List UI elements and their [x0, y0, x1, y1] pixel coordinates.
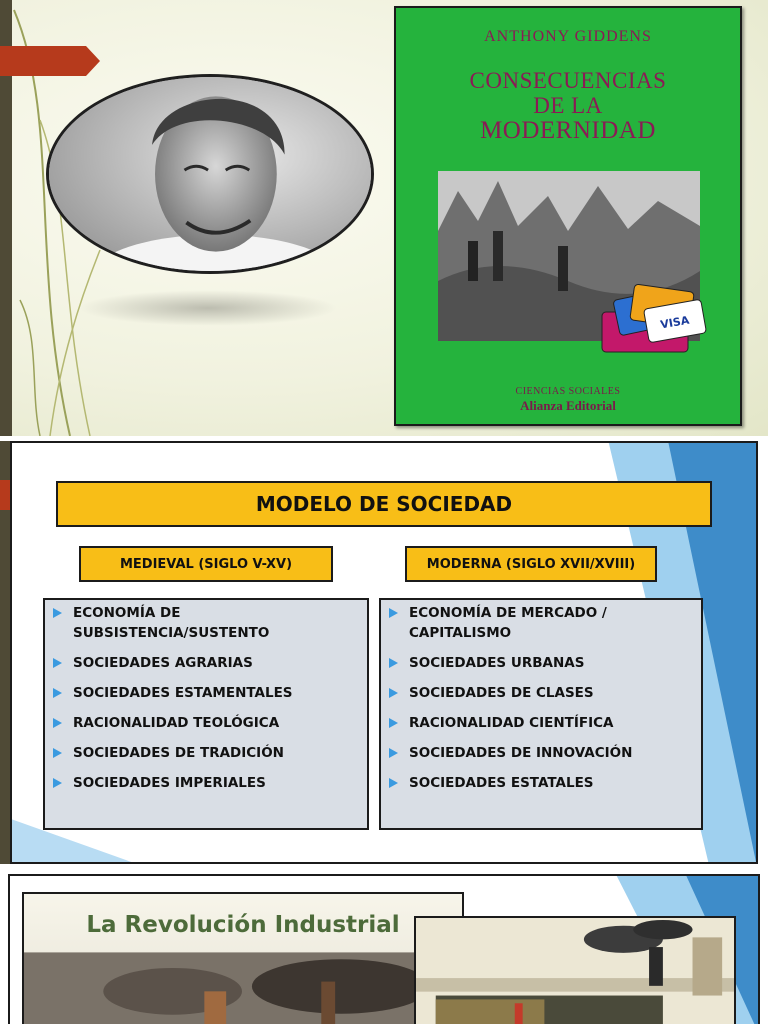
locomotive-image-panel [414, 916, 736, 1024]
bullet-icon [389, 748, 398, 758]
card-label: VISA [659, 313, 691, 332]
bullet-icon [389, 718, 398, 728]
list-item-text: SOCIEDADES DE CLASES [409, 685, 594, 701]
list-item-text: SOCIEDADES DE TRADICIÓN [73, 745, 284, 761]
author-portrait [46, 74, 374, 274]
section-title: MODELO DE SOCIEDAD [56, 481, 712, 527]
list-item [51, 603, 361, 643]
slide-title: La Revolución Industrial [86, 912, 400, 938]
list-item [387, 683, 695, 703]
list-item-text: ECONOMÍA DE MERCADO / CAPITALISMO [409, 605, 607, 641]
slide-industrial-revolution [8, 874, 760, 1024]
list-item [51, 773, 361, 793]
list-item-text: ECONOMÍA DE SUBSISTENCIA/SUSTENTO [73, 605, 270, 641]
factory-image-panel [22, 892, 464, 1024]
list-item-text: RACIONALIDAD CIENTÍFICA [409, 715, 614, 731]
book-title [396, 68, 740, 143]
book-title-line: DE LA [533, 93, 603, 118]
bullet-icon [53, 658, 62, 668]
accent-arrow-shape [0, 46, 100, 76]
list-item [51, 743, 361, 763]
list-item-text: RACIONALIDAD TEOLÓGICA [73, 715, 280, 731]
bullet-icon [389, 688, 398, 698]
book-title-line: MODERNIDAD [480, 117, 656, 144]
medieval-list [43, 598, 369, 830]
list-item [387, 773, 695, 793]
modern-heading: MODERNA (SIGLO XVII/XVIII) [405, 546, 657, 582]
book-title-line: CONSECUENCIAS [469, 68, 667, 93]
list-item [51, 713, 361, 733]
list-item [51, 683, 361, 703]
list-item [387, 743, 695, 763]
credit-cards-image [596, 282, 708, 358]
list-item-text: SOCIEDADES IMPERIALES [73, 775, 266, 791]
bullet-icon [53, 688, 62, 698]
modern-list [379, 598, 703, 830]
list-item-text: SOCIEDADES ESTATALES [409, 775, 594, 791]
slide-author-book [0, 0, 768, 436]
list-item [387, 653, 695, 673]
list-item-text: SOCIEDADES DE INNOVACIÓN [409, 745, 633, 761]
list-item [387, 603, 695, 643]
book-publisher: Alianza Editorial [520, 398, 616, 413]
book-author: ANTHONY GIDDENS [484, 28, 652, 45]
list-item-text: SOCIEDADES URBANAS [409, 655, 585, 671]
list-item [387, 713, 695, 733]
book-series: CIENCIAS SOCIALES [515, 386, 621, 397]
locomotive-illustration [416, 918, 734, 1024]
list-item-text: SOCIEDADES AGRARIAS [73, 655, 253, 671]
list-item [51, 653, 361, 673]
bullet-icon [389, 658, 398, 668]
bullet-icon [389, 778, 398, 788]
bullet-icon [53, 778, 62, 788]
bullet-icon [389, 608, 398, 618]
medieval-heading: MEDIEVAL (SIGLO V-XV) [79, 546, 333, 582]
bullet-icon [53, 748, 62, 758]
portrait-shadow [78, 290, 338, 326]
book-cover [394, 6, 742, 426]
bullet-icon [53, 718, 62, 728]
bullet-icon [53, 608, 62, 618]
list-item-text: SOCIEDADES ESTAMENTALES [73, 685, 293, 701]
slide-society-model [10, 441, 758, 864]
